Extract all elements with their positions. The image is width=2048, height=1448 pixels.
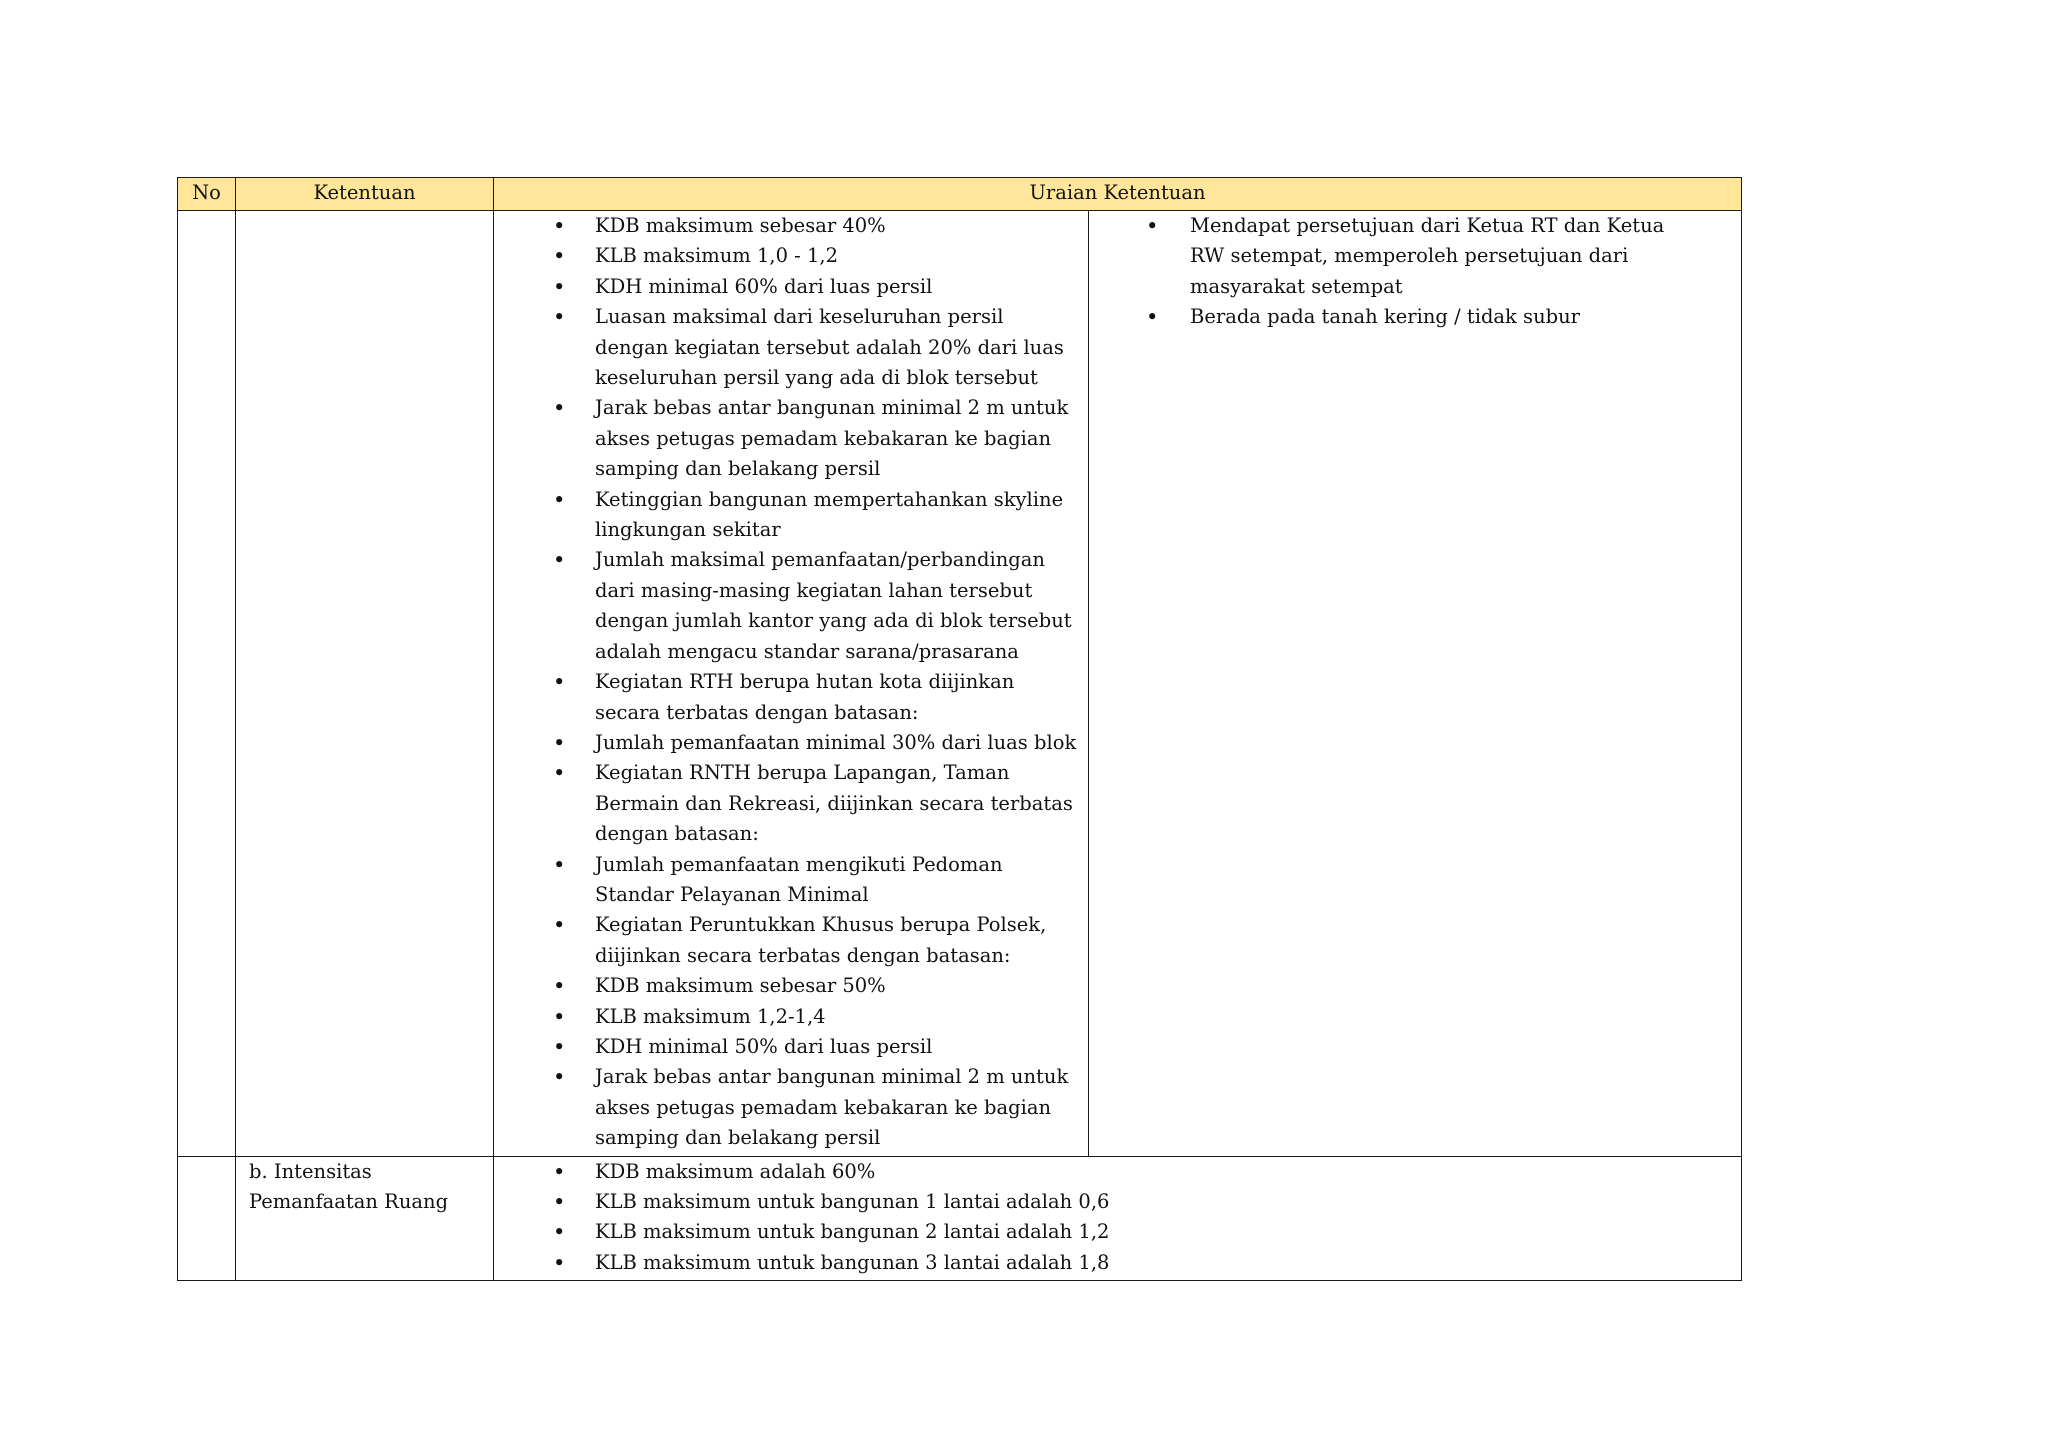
list-item: • KDB maksimum adalah 60% (494, 1157, 1731, 1187)
cell-ketentuan (236, 1156, 494, 1281)
cell-uraian-left (494, 211, 1089, 1157)
list-item: • KDH minimal 50% dari luas persil (494, 1032, 1078, 1062)
list-item: • Jarak bebas antar bangunan minimal 2 m untuk akses petugas pemadam kebakaran ke bagian samping dan belakang persil (494, 393, 1078, 484)
list-item: • KDB maksimum sebesar 50% (494, 971, 1078, 1001)
header-uraian-ketentuan: Uraian Ketentuan (494, 178, 1742, 211)
bullet-list-left (494, 211, 1088, 1156)
table-row (178, 1156, 1742, 1281)
table-header-row (178, 178, 1742, 211)
list-item: • Jumlah pemanfaatan mengikuti Pedoman Standar Pelayanan Minimal (494, 850, 1078, 911)
list-item: • Luasan maksimal dari keseluruhan persil dengan kegiatan tersebut adalah 20% dari luas keseluruhan persil yang ada di blok tersebut (494, 302, 1078, 393)
list-item: • KLB maksimum 1,0 - 1,2 (494, 241, 1078, 271)
cell-no (178, 211, 236, 1157)
list-item: • Ketinggian bangunan mempertahankan skyline lingkungan sekitar (494, 485, 1078, 546)
list-item: • Kegiatan RTH berupa hutan kota diijinkan secara terbatas dengan batasan: (494, 667, 1078, 728)
cell-uraian-intensitas (494, 1156, 1742, 1281)
list-item: • Jumlah pemanfaatan minimal 30% dari luas blok (494, 728, 1078, 758)
header-no: No (178, 178, 236, 211)
list-item: • KDB maksimum sebesar 40% (494, 211, 1078, 241)
list-item: • Kegiatan Peruntukkan Khusus berupa Polsek, diijinkan secara terbatas dengan batasan: (494, 910, 1078, 971)
list-item: • Berada pada tanah kering / tidak subur (1089, 302, 1701, 332)
list-item: • Kegiatan RNTH berupa Lapangan, Taman Bermain dan Rekreasi, diijinkan secara terbatas dengan batasan: (494, 758, 1078, 849)
list-item: • Jumlah maksimal pemanfaatan/perbandingan dari masing-masing kegiatan lahan tersebut dengan jumlah kantor yang ada di blok tersebut adalah mengacu standar sarana/prasarana (494, 545, 1078, 667)
table-row (178, 211, 1742, 1157)
provisions-table (177, 177, 1742, 1281)
header-ketentuan: Ketentuan (236, 178, 494, 211)
list-item: • Jarak bebas antar bangunan minimal 2 m untuk akses petugas pemadam kebakaran ke bagian samping dan belakang persil (494, 1062, 1078, 1153)
cell-uraian-right (1089, 211, 1742, 1157)
cell-ketentuan (236, 211, 494, 1157)
list-item: • KLB maksimum 1,2-1,4 (494, 1002, 1078, 1032)
list-item: • KDH minimal 60% dari luas persil (494, 272, 1078, 302)
ketentuan-text: b. Intensitas Pemanfaatan Ruang (249, 1159, 449, 1213)
list-item: • Mendapat persetujuan dari Ketua RT dan Ketua RW setempat, memperoleh persetujuan dari masyarakat setempat (1089, 211, 1701, 302)
list-item: • KLB maksimum untuk bangunan 1 lantai adalah 0,6 (494, 1187, 1731, 1217)
bullet-list-right (1089, 211, 1741, 335)
list-item: • KLB maksimum untuk bangunan 2 lantai adalah 1,2 (494, 1217, 1731, 1247)
bullet-list-intensitas (494, 1157, 1741, 1281)
cell-no (178, 1156, 236, 1281)
list-item: • KLB maksimum untuk bangunan 3 lantai adalah 1,8 (494, 1248, 1731, 1278)
